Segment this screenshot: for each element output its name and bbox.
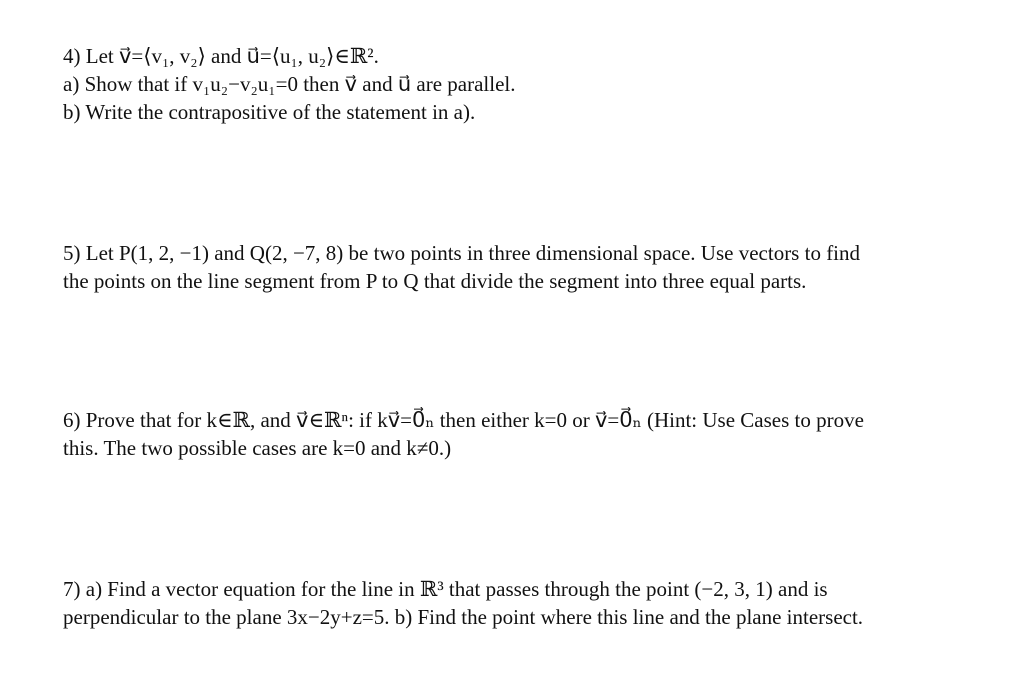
problem-6 bbox=[63, 406, 983, 462]
problem-7-line-1: 7) a) Find a vector equation for the line in ℝ³ that passes through the point (−2, 3, 1) and is bbox=[63, 577, 828, 601]
problem-5-line-1: 5) Let P(1, 2, −1) and Q(2, −7, 8) be two points in three dimensional space. Use vectors to find bbox=[63, 241, 861, 265]
problem-6-line-1: 6) Prove that for k∈ℝ, and v⃗∈ℝⁿ: if kv⃗=0⃗ₙ then either k=0 or v⃗=0⃗ₙ (Hint: Use Cases to prove bbox=[63, 408, 864, 432]
problem-4 bbox=[63, 42, 983, 126]
problem-4-line-3: b) Write the contrapositive of the statement in a). bbox=[63, 100, 476, 124]
problem-5 bbox=[63, 239, 983, 295]
problem-5-line-2: the points on the line segment from P to Q that divide the segment into three equal parts. bbox=[63, 269, 807, 293]
problem-7 bbox=[63, 575, 983, 631]
problem-6-line-2: this. The two possible cases are k=0 and k≠0.) bbox=[63, 436, 452, 460]
problem-4-line-1: 4) Let v⃗=⟨v₁, v₂⟩ and u⃗=⟨u₁, u₂⟩∈ℝ². bbox=[63, 44, 379, 68]
problem-7-line-2: perpendicular to the plane 3x−2y+z=5. b) Find the point where this line and the plane intersect. bbox=[63, 605, 864, 629]
problem-4-line-2: a) Show that if v₁u₂−v₂u₁=0 then v⃗ and u⃗ are parallel. bbox=[63, 72, 516, 96]
